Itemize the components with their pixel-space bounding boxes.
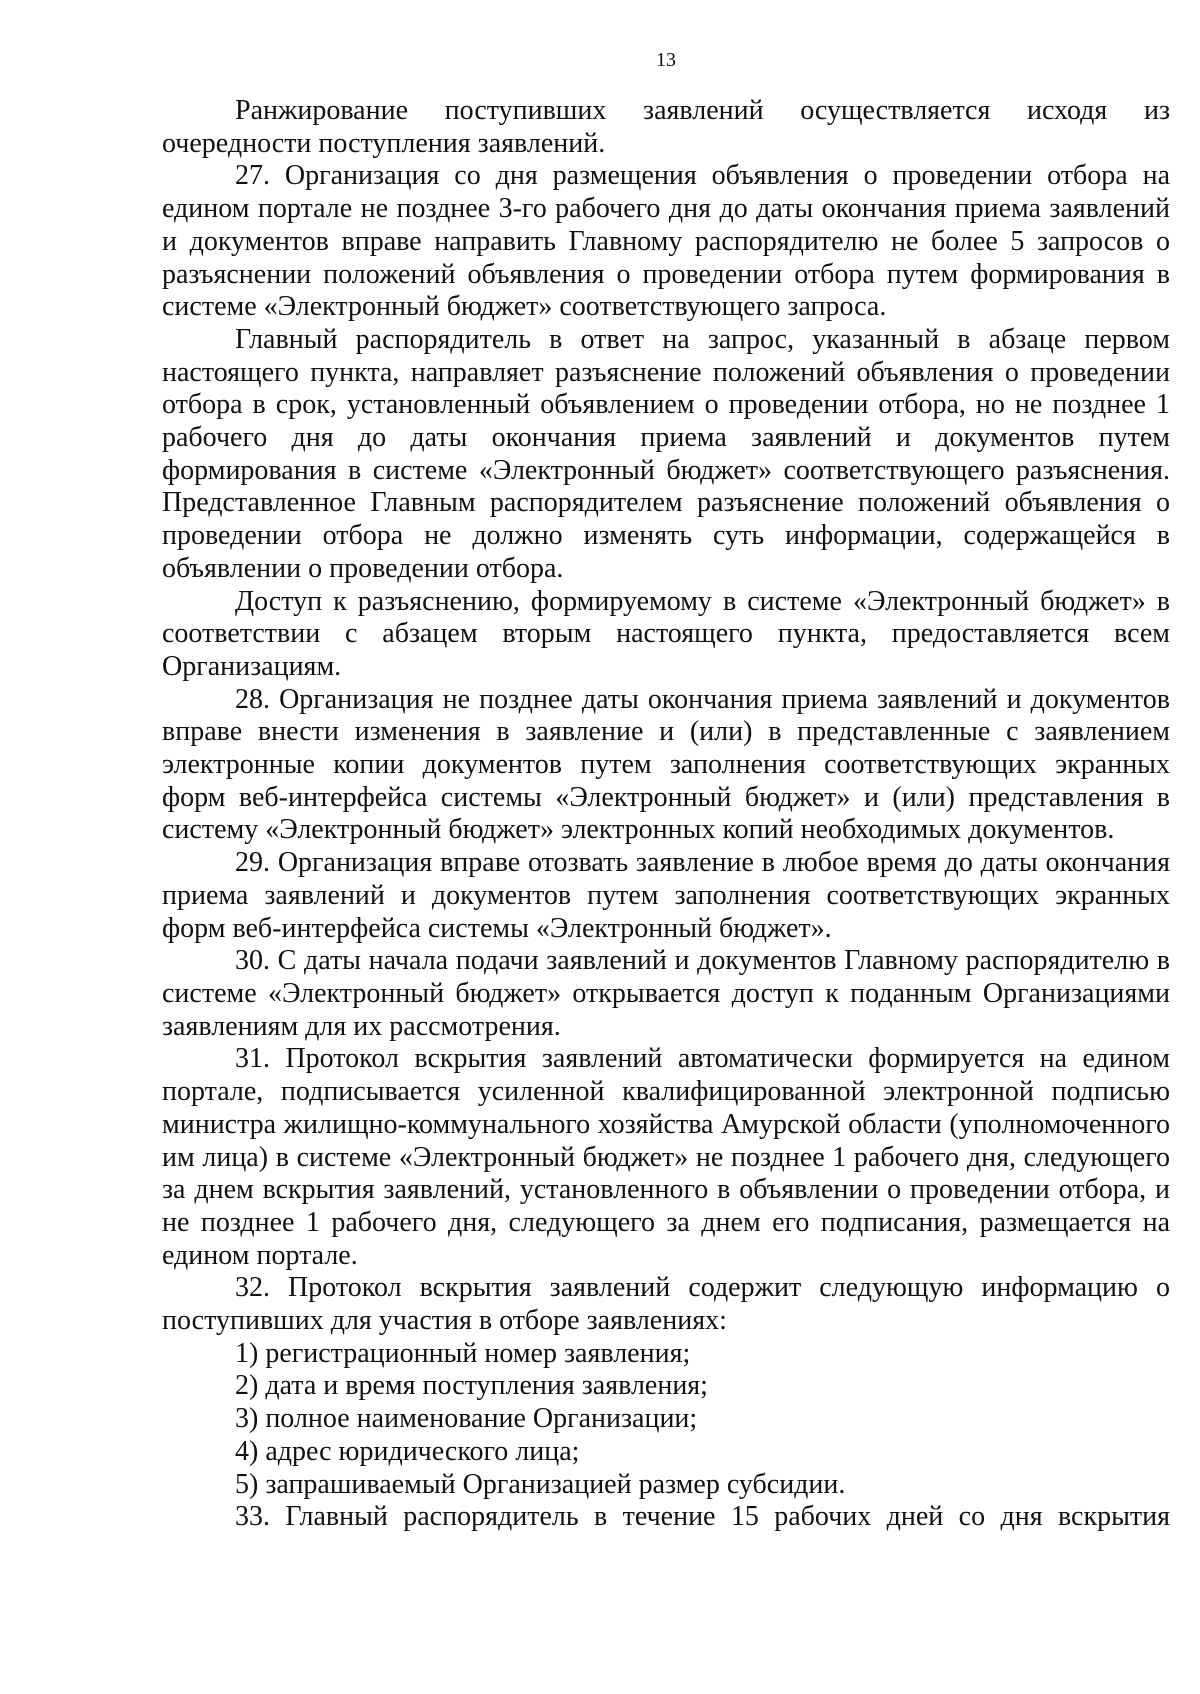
list-item: 5) запрашиваемый Организацией размер субсидии. [235,1468,846,1500]
paragraph-27-access: Доступ к разъяснению, формируемому в системе «Электронный бюджет» в соответствии с абзацем вторым настоящего пункта, предоставляется всем Организациям. [162,585,1170,682]
list-item: 2) дата и время поступления заявления; [235,1370,708,1402]
list-item: 4) адрес юридического лица; [235,1435,580,1467]
paragraph-31: 31. Протокол вскрытия заявлений автоматически формируется на едином портале, подписывается усиленной квалифицированной электронной подписью министра жилищно-коммунального хозяйства Амурской области (уполномоченного им лица) в системе «Электронный бюджет» не позднее 1 рабочего дня, следующего за днем вскрытия заявлений, установленного в объявлении о проведении отбора, и не позднее 1 рабочего дня, следующего за днем его подписания, размещается на едином портале. [162,1043,1170,1271]
paragraph-30: 30. С даты начала подачи заявлений и документов Главному распорядителю в системе «Электронный бюджет» открывается доступ к поданным Организациями заявлениям для их рассмотрения. [162,945,1170,1042]
paragraph-27: 27. Организация со дня размещения объявления о проведении отбора на едином портале не позднее 3-го рабочего дня до даты окончания приема заявлений и документов вправе направить Главному распорядителю не более 5 запросов о разъяснении положений объявления о проведении отбора путем формирования в системе «Электронный бюджет» соответствующего запроса. [162,160,1170,323]
paragraph-27-response: Главный распорядитель в ответ на запрос, указанный в абзаце первом настоящего пункта, направляет разъяснение положений объявления о проведении отбора в срок, установленный объявлением о проведении отбора, но не позднее 1 рабочего дня до даты окончания приема заявлений и документов путем формирования в системе «Электронный бюджет» соответствующего разъяснения. Представленное Главным распорядителем разъяснение положений объявления о проведении отбора не должно изменять суть информации, содержащейся в объявлении о проведении отбора. [162,323,1170,584]
paragraph-33: 33. Главный распорядитель в течение 15 рабочих дней со дня вскрытия [235,1501,1170,1533]
list-item: 3) полное наименование Организации; [235,1403,698,1435]
paragraph-28: 28. Организация не позднее даты окончания приема заявлений и документов вправе внести изменения в заявление и (или) в представленные с заявлением электронные копии документов путем заполнения соответствующих экранных форм веб-интерфейса системы «Электронный бюджет» и (или) представления в систему «Электронный бюджет» электронных копий необходимых документов. [162,683,1170,846]
page-number: 13 [656,49,676,71]
paragraph-29: 29. Организация вправе отозвать заявление в любое время до даты окончания приема заявлений и документов путем заполнения соответствующих экранных форм веб-интерфейса системы «Электронный бюджет». [162,847,1170,944]
document-body [162,95,1170,1534]
paragraph-ranking: Ранжирование поступивших заявлений осуществляется исходя из очередности поступления заявлений. [162,95,1170,159]
paragraph-32: 32. Протокол вскрытия заявлений содержит следующую информацию о поступивших для участия в отборе заявлениях: [162,1272,1170,1337]
list-item: 1) регистрационный номер заявления; [235,1337,691,1369]
